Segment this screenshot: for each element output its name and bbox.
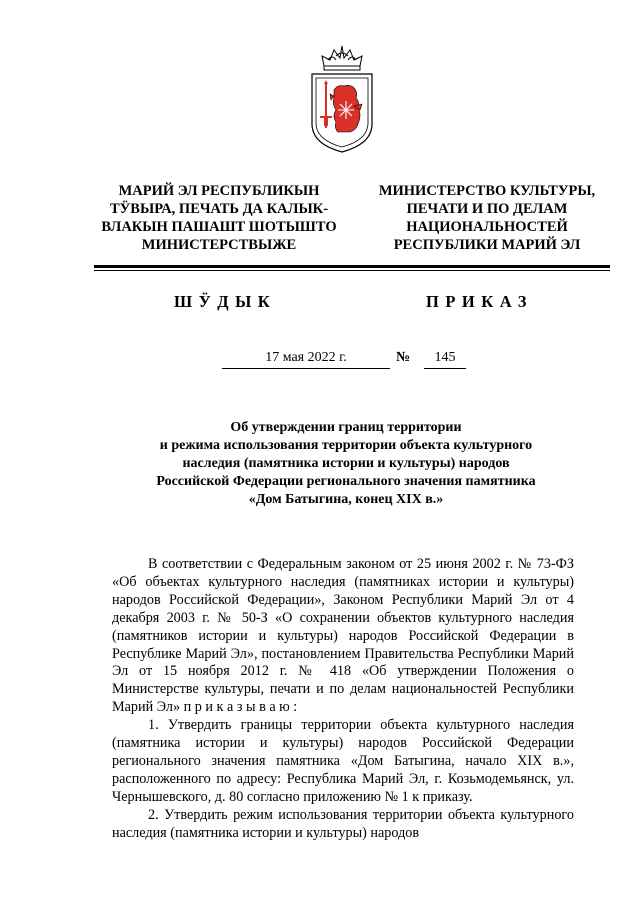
header-right-line: РЕСПУБЛИКИ МАРИЙ ЭЛ	[393, 237, 581, 253]
title-line: и режима использования территории объекта культурного	[159, 438, 533, 453]
body-paragraph: В соответствии с Федеральным законом от 25 июня 2002 г. № 73-ФЗ «Об объектах культурного наследия (памятниках истории и культуры) народов Российской Федерации», Законом Республики Марий Эл от 4 декабря 2003 г. № 50-З «О сохранении объектов культурного наследия (памятников истории и культуры) народов Российской Федерации в Республике Марий Эл», постановлением Правительства Республики Марий Эл от 15 ноября 2012 г. № 418 «Об утверждении Положения о Министерстве культуры, печати и по делам национальностей Республики Марий Эл» п р и к а з ы в а ю :	[112, 556, 574, 716]
title-line: Об утверждении границ территории	[230, 420, 462, 435]
body-paragraph: 1. Утвердить границы территории объекта культурного наследия (памятника истории и культуры) народов Российской Федерации регионального значения памятника «Дом Батыгина, начало XIX в.», расположенного по адресу: Республика Марий Эл, г. Козьмодемьянск, ул. Чернышевского, д. 80 согласно приложению № 1 к приказу.	[112, 717, 574, 805]
body-paragraph: 2. Утвердить режим использования территории объекта культурного наследия (памятника истории и культуры) народов	[112, 806, 574, 841]
header-right-russian	[362, 182, 612, 254]
document-body	[112, 556, 574, 843]
header-left-mari	[88, 182, 350, 254]
header-right-line: МИНИСТЕРСТВО КУЛЬТУРЫ,	[378, 183, 596, 199]
coat-of-arms-icon	[304, 44, 380, 156]
order-number: 145	[424, 350, 466, 369]
header-divider-thin	[94, 270, 610, 271]
document-title	[120, 419, 572, 509]
header-right-line: НАЦИОНАЛЬНОСТЕЙ	[406, 219, 568, 235]
header-left-line: ВЛАКЫН ПАШАШТ ШОТЫШТО	[101, 219, 337, 235]
header-left-line: ТӰВЫРА, ПЕЧАТЬ ДА КАЛЫК-	[109, 201, 329, 217]
doc-type-russian: ПРИКАЗ	[426, 292, 533, 311]
header-divider-thick	[94, 265, 610, 268]
header-left-line: МИНИСТЕРСТВЫЖЕ	[141, 237, 297, 253]
header-left-line: МАРИЙ ЭЛ РЕСПУБЛИКЫН	[118, 183, 320, 199]
title-line: наследия (памятника истории и культуры) народов	[182, 456, 510, 471]
order-date: 17 мая 2022 г.	[222, 350, 390, 369]
title-line: «Дом Батыгина, конец XIX в.»	[248, 492, 444, 507]
title-line: Российской Федерации регионального значения памятника	[156, 474, 536, 489]
doc-type-mari: ШӰДЫК	[174, 292, 277, 311]
number-sign: №	[396, 350, 411, 365]
header-right-line: ПЕЧАТИ И ПО ДЕЛАМ	[406, 201, 568, 217]
